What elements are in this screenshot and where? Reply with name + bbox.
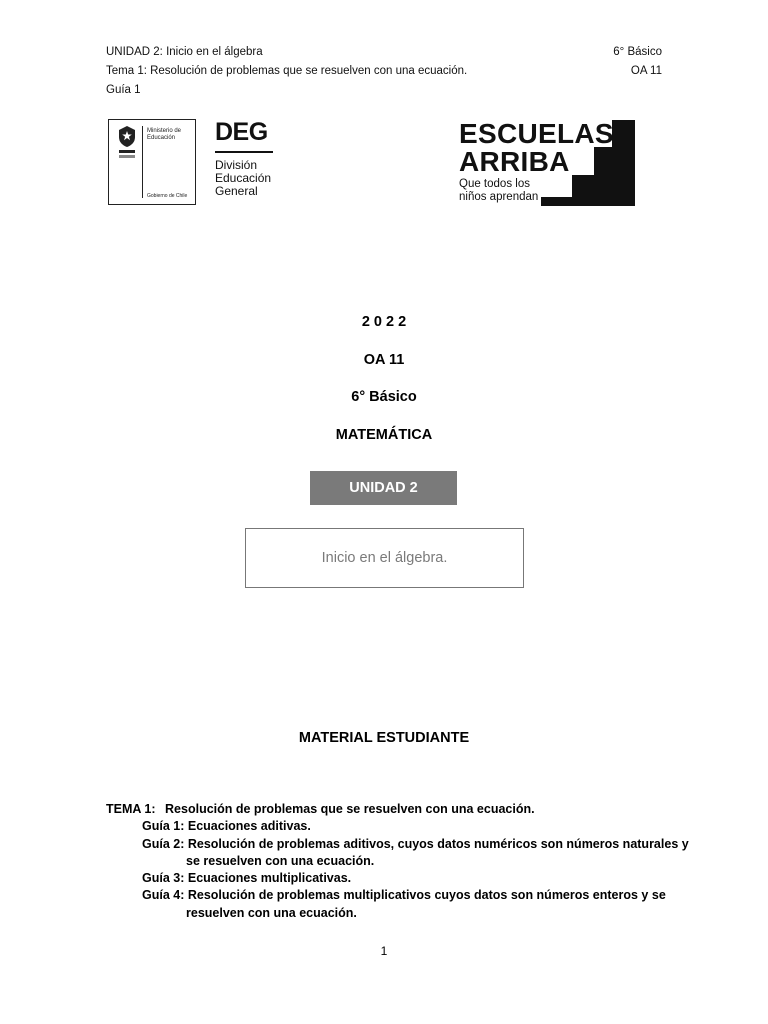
header-unit-line: UNIDAD 2: Inicio en el álgebra xyxy=(106,46,263,58)
header-grade: 6° Básico xyxy=(613,46,662,58)
guide-text: Ecuaciones aditivas. xyxy=(187,819,311,834)
cover-year: 2 0 2 2 xyxy=(361,314,407,330)
guide-row-2-cont xyxy=(106,853,689,870)
logo-divider xyxy=(142,126,143,198)
guide-label: Guía 3: xyxy=(142,871,185,886)
unit-label-box: UNIDAD 2 xyxy=(310,471,457,505)
page-number: 1 xyxy=(380,944,388,958)
header-guide-line: Guía 1 xyxy=(106,84,141,96)
ea-tag-line2: niños aprendan xyxy=(459,191,539,203)
flag-bar-bottom xyxy=(119,155,135,158)
cover-subject: MATEMÁTICA xyxy=(335,427,433,443)
ea-tag-line1: Que todos los xyxy=(459,178,530,190)
guide-row-4-cont xyxy=(106,905,689,922)
cover-objective: OA 11 xyxy=(363,352,405,368)
running-header-right xyxy=(613,43,662,81)
deg-acronym: DEG xyxy=(215,118,268,146)
guide-label: Guía 4: xyxy=(142,888,185,903)
chile-crest-icon xyxy=(115,124,139,148)
guide-label: Guía 1: xyxy=(142,819,185,834)
deg-line3: General xyxy=(215,184,258,198)
guide-row-4 xyxy=(106,887,689,904)
header-objective: OA 11 xyxy=(630,65,662,77)
cover-grade: 6° Básico xyxy=(351,389,417,405)
guide-row-2 xyxy=(106,836,689,853)
tema-text: Resolución de problemas que se resuelven con una ecuación. xyxy=(165,802,535,816)
guide-text: Resolución de problemas multiplicativos cuyos datos son números enteros y se xyxy=(187,888,666,903)
flag-bar-top xyxy=(119,150,135,153)
guide-text: Ecuaciones multiplicativas. xyxy=(187,871,352,886)
guide-label: Guía 2: xyxy=(142,836,185,851)
guide-text-cont: resuelven con una ecuación. xyxy=(186,905,357,920)
ea-word2: ARRIBA xyxy=(459,146,570,177)
running-header-left xyxy=(106,43,467,100)
guide-text-cont: se resuelven con una ecuación. xyxy=(186,853,375,868)
topic-guide-list xyxy=(106,801,689,922)
tema-row xyxy=(106,801,689,818)
material-heading: MATERIAL ESTUDIANTE xyxy=(298,730,470,746)
deg-rule xyxy=(215,151,273,153)
mineduc-logo xyxy=(108,119,196,205)
mineduc-footer: Gobierno de Chile xyxy=(147,193,188,199)
guide-row-1 xyxy=(106,818,689,835)
unit-title-box: Inicio en el álgebra. xyxy=(245,528,524,588)
deg-line2: Educación xyxy=(215,171,272,185)
deg-line1: División xyxy=(215,158,258,172)
ea-tagline xyxy=(459,178,538,204)
tema-label: TEMA 1: xyxy=(106,802,156,816)
header-topic-line: Tema 1: Resolución de problemas que se resuelven con una ecuación. xyxy=(106,65,468,77)
guide-text: Resolución de problemas aditivos, cuyos datos numéricos son números naturales y xyxy=(187,836,689,851)
deg-logo xyxy=(215,118,285,208)
mineduc-name: Ministerio de Educación xyxy=(147,128,182,141)
guide-row-3 xyxy=(106,870,689,887)
ea-word1: ESCUELAS xyxy=(459,118,614,149)
escuelas-arriba-logo xyxy=(458,119,638,209)
